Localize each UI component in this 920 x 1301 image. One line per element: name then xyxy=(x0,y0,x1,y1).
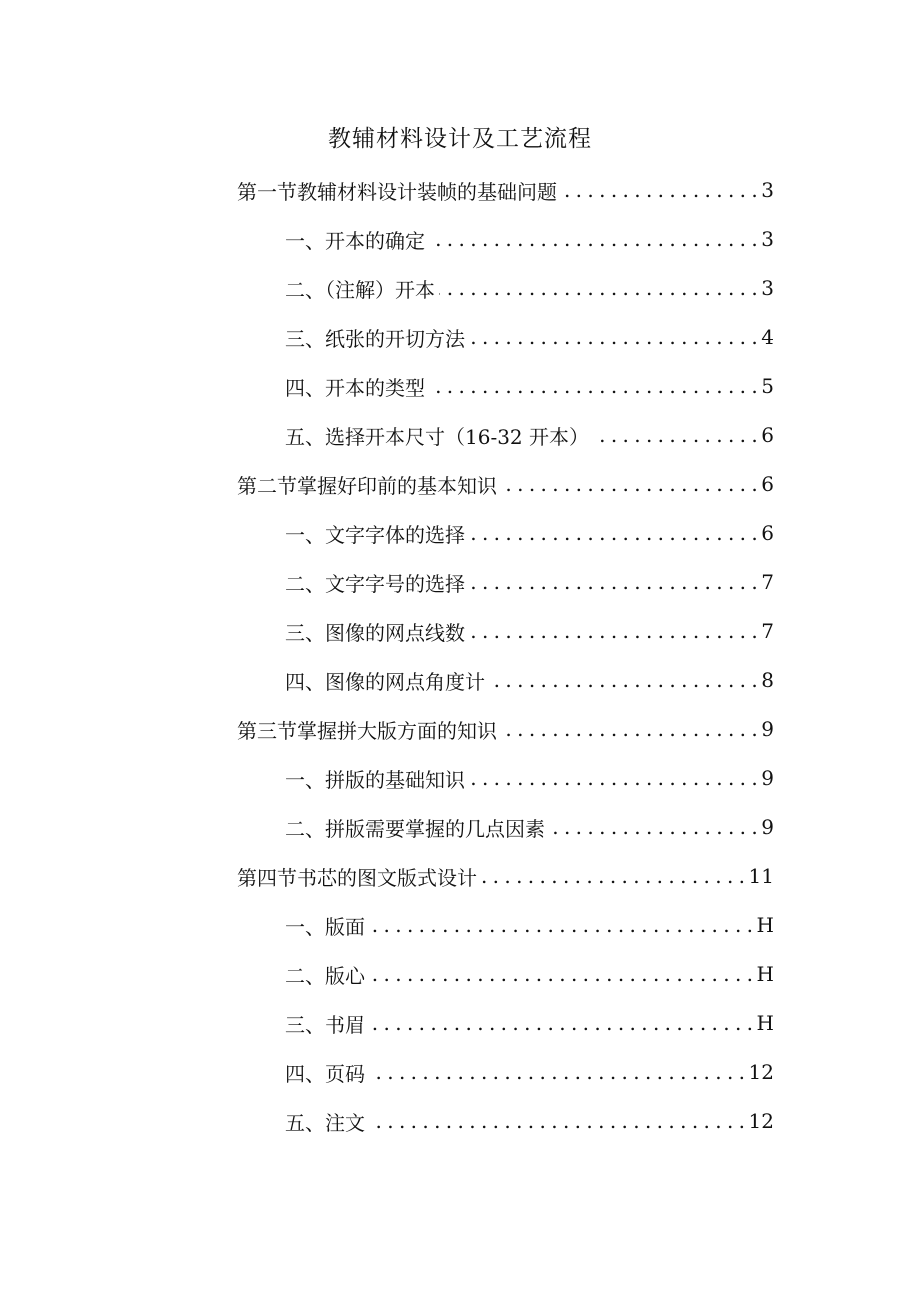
toc-subsection[interactable] xyxy=(285,761,774,795)
toc-page-number: 3 xyxy=(761,227,774,251)
toc-entry-label: 第四节书芯的图文版式设计 xyxy=(237,865,477,890)
toc-dot-leader xyxy=(469,761,757,795)
toc-dot-leader xyxy=(439,271,757,305)
toc-dot-leader xyxy=(369,1006,753,1040)
toc-entry-label: 一、开本的确定 xyxy=(285,228,425,253)
toc-subsection[interactable] xyxy=(285,1055,774,1089)
toc-subsection[interactable] xyxy=(285,418,774,452)
toc-entry-label: 三、书眉 xyxy=(285,1012,365,1037)
toc-entry-label: 五、注文 xyxy=(285,1110,365,1135)
toc-dot-leader xyxy=(469,320,757,354)
document-title: 教辅材料设计及工艺流程 xyxy=(328,126,592,152)
toc-subsection[interactable] xyxy=(285,1006,774,1040)
toc-page-number: 6 xyxy=(761,423,774,447)
toc-page-number: 12 xyxy=(748,1109,774,1133)
toc-page-number: 12 xyxy=(748,1060,774,1084)
toc-page-number: 5 xyxy=(761,374,774,398)
toc-dot-leader xyxy=(369,1104,745,1138)
toc-subsection[interactable] xyxy=(285,565,774,599)
toc-page-number: 4 xyxy=(761,325,774,349)
toc-dot-leader xyxy=(501,467,757,501)
toc-entry-label: 五、选择开本尺寸（16-32 开本） xyxy=(285,424,590,449)
toc-subsection[interactable] xyxy=(285,1104,774,1138)
toc-subsection[interactable] xyxy=(285,614,774,648)
toc-dot-leader xyxy=(369,908,753,942)
toc-dot-leader xyxy=(369,957,753,991)
toc-entry-label: 二、（注解）开本 xyxy=(285,277,435,302)
toc-subsection[interactable] xyxy=(285,810,774,844)
toc-entry-label: 四、图像的网点角度计 xyxy=(285,669,485,694)
toc-dot-leader xyxy=(593,418,757,452)
toc-subsection[interactable] xyxy=(285,271,774,305)
toc-entry-label: 三、纸张的开切方法 xyxy=(285,326,465,351)
toc-section-1[interactable] xyxy=(237,173,774,207)
toc-section-2[interactable] xyxy=(237,467,774,501)
toc-entry-label: 一、文字字体的选择 xyxy=(285,522,465,547)
toc-dot-leader xyxy=(489,663,757,697)
toc-section-3[interactable] xyxy=(237,712,774,746)
toc-subsection[interactable] xyxy=(285,516,774,550)
toc-page-number: 9 xyxy=(761,717,774,741)
toc-entry-label: 四、开本的类型 xyxy=(285,375,425,400)
toc-subsection[interactable] xyxy=(285,369,774,403)
toc-dot-leader xyxy=(429,222,757,256)
toc-page-number: 3 xyxy=(761,276,774,300)
toc-dot-leader xyxy=(501,712,757,746)
toc-page-number: H xyxy=(756,962,774,986)
toc-dot-leader xyxy=(549,810,757,844)
toc-page-number: 9 xyxy=(761,766,774,790)
toc-dot-leader xyxy=(429,369,757,403)
toc-page-number: 7 xyxy=(761,570,774,594)
toc-dot-leader xyxy=(469,516,757,550)
toc-page-number: H xyxy=(756,1011,774,1035)
toc-entry-label: 三、图像的网点线数 xyxy=(285,620,465,645)
toc-entry-label: 一、版面 xyxy=(285,914,365,939)
toc-entry-label: 二、拼版需要掌握的几点因素 xyxy=(285,816,545,841)
toc-dot-leader xyxy=(369,1055,745,1089)
toc-section-4[interactable] xyxy=(237,859,774,893)
toc-dot-leader xyxy=(561,173,757,207)
toc-entry-label: 二、版心 xyxy=(285,963,365,988)
toc-subsection[interactable] xyxy=(285,957,774,991)
toc-page-number: H xyxy=(756,913,774,937)
toc-page-number: 8 xyxy=(761,668,774,692)
toc-entry-label: 第三节掌握拼大版方面的知识 xyxy=(237,718,497,743)
toc-page-number: 6 xyxy=(761,521,774,545)
toc-page-number: 11 xyxy=(748,864,774,888)
toc-entry-label: 第二节掌握好印前的基本知识 xyxy=(237,473,497,498)
toc-entry-label: 二、文字字号的选择 xyxy=(285,571,465,596)
toc-subsection[interactable] xyxy=(285,320,774,354)
toc-dot-leader xyxy=(469,614,757,648)
toc-dot-leader xyxy=(469,565,757,599)
toc-subsection[interactable] xyxy=(285,908,774,942)
toc-page-number: 9 xyxy=(761,815,774,839)
toc-subsection[interactable] xyxy=(285,663,774,697)
toc-page-number: 7 xyxy=(761,619,774,643)
toc-entry-label: 四、页码 xyxy=(285,1061,365,1086)
toc-subsection[interactable] xyxy=(285,222,774,256)
toc-page-number: 6 xyxy=(761,472,774,496)
toc-page-number: 3 xyxy=(761,178,774,202)
toc-entry-label: 一、拼版的基础知识 xyxy=(285,767,465,792)
toc-entry-label: 第一节教辅材料设计装帧的基础问题 xyxy=(237,179,557,204)
toc-dot-leader xyxy=(481,859,745,893)
